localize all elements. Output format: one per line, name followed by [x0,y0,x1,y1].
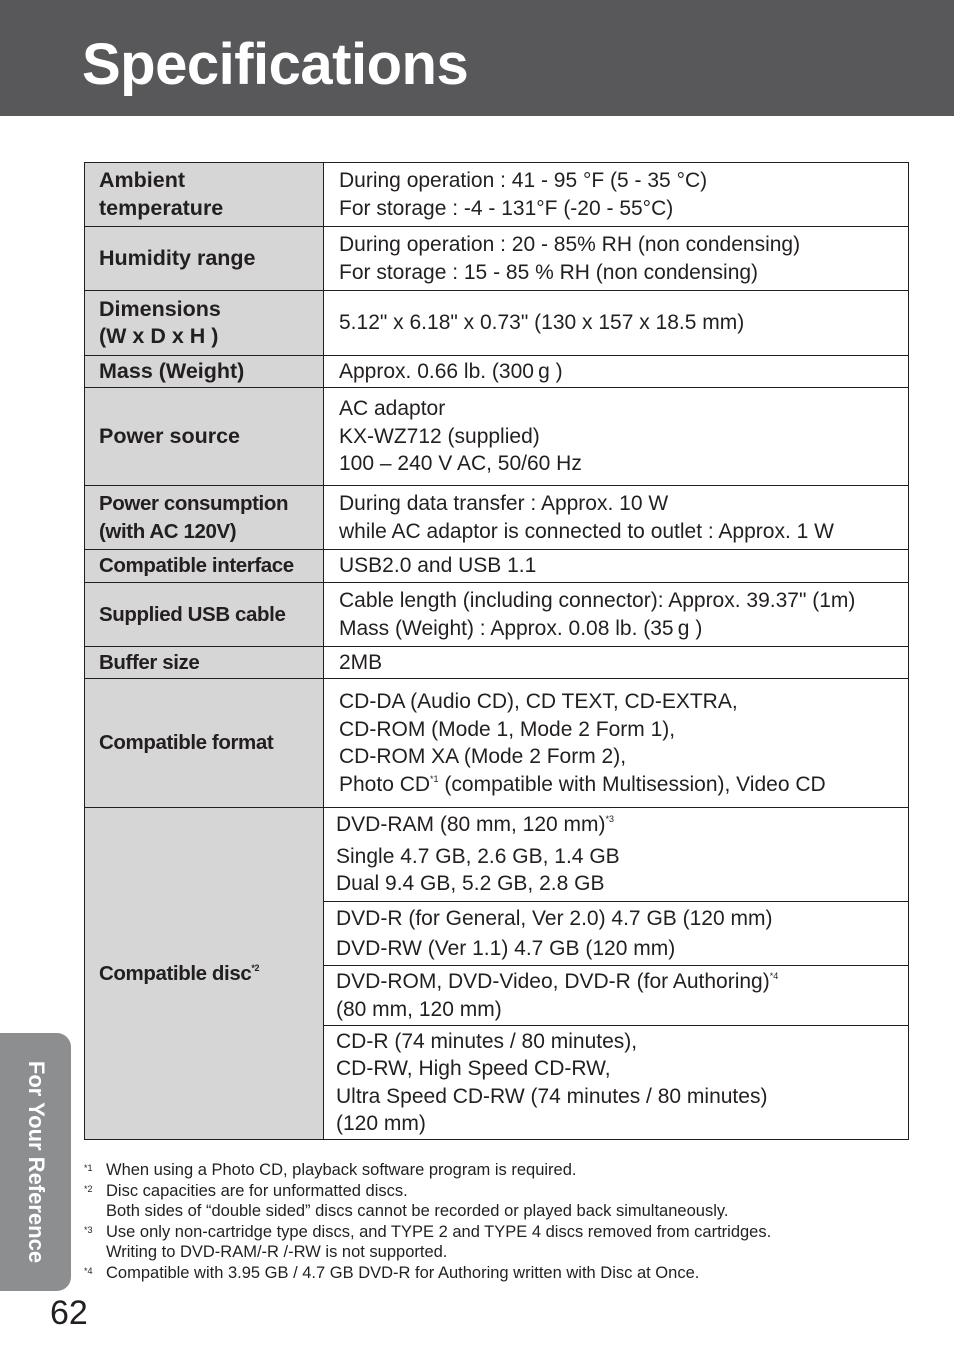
table-row [85,486,909,550]
row-label-power-consumption [85,486,324,550]
specifications-table [84,162,909,1140]
page-number: 62 [50,1294,88,1332]
footnote-line: When using a Photo CD, playback software program is required. [106,1161,577,1179]
value-line: Mass (Weight) : Approx. 0.08 lb. (35 g ) [339,616,703,640]
row-label-ambient-temperature [85,163,324,227]
value-line: Ultra Speed CD-RW (74 minutes / 80 minutes) [336,1084,768,1108]
table-row [85,227,909,291]
footnote [84,1263,914,1284]
footnote [84,1160,914,1181]
value-line: DVD-R (for General, Ver 2.0) 4.7 GB (120 mm) [336,907,773,930]
row-value-cd [324,1026,909,1140]
table-row [85,550,909,583]
label-line: (W x D x H ) [99,324,219,348]
value-line: CD-ROM (Mode 1, Mode 2 Form 1), [339,717,676,741]
header-bar [0,0,954,116]
value-line: CD-ROM XA (Mode 2 Form 2), [339,745,627,768]
row-value-humidity-range [324,227,909,291]
footnotes [84,1160,914,1283]
footnote-line: Both sides of “double sided” discs cannot be recorded or played back simultaneously. [106,1202,729,1220]
table-row [85,583,909,647]
row-value-ambient-temperature [324,163,909,227]
value-line: For storage : -4 - 131°F (-20 - 55°C) [339,196,674,220]
row-value-dvd-ram [324,808,909,902]
row-label-compatible-disc [85,808,324,1140]
table-row [85,679,909,808]
value-line [339,771,908,799]
table-row [85,291,909,356]
footnote-line: Compatible with 3.95 GB / 4.7 GB DVD-R for Authoring written with Disc at Once. [106,1263,700,1282]
value-line: CD-DA (Audio CD), CD TEXT, CD-EXTRA, [339,690,738,713]
footnote-ref-4: *4 [769,971,779,981]
label-line: (with AC 120V) [99,519,237,543]
row-value-power-consumption [324,486,909,550]
footnote-ref-3: *3 [605,814,615,825]
footnote-mark: *1 [84,1163,93,1173]
value-line: Dual 9.4 GB, 5.2 GB, 2.8 GB [336,872,605,896]
footnote-mark: *4 [84,1265,93,1276]
value-line: During data transfer : Approx. 10 W [339,492,669,515]
row-value-compatible-format [324,679,909,808]
value-line: During operation : 41 - 95 °F (5 - 35 °C) [339,169,708,192]
label-line: Ambient [99,168,185,192]
table-row [85,163,909,227]
footnote-line: Use only non-cartridge type discs, and TYPE 2 and TYPE 4 discs removed from cartridges. [106,1222,772,1241]
label-line: Dimensions [99,296,221,321]
label-line: temperature [99,195,224,220]
footnote-ref-1: *1 [430,773,439,784]
page-title: Specifications [82,32,469,97]
photo-cd-text: Photo CD [339,772,431,796]
value-line: Single 4.7 GB, 2.6 GB, 1.4 GB [336,844,620,868]
row-label-power-source: Power source [85,388,324,486]
row-value-mass: Approx. 0.66 lb. (300 g ) [324,356,909,388]
value-line: (120 mm) [336,1112,426,1135]
photo-cd-rest: (compatible with Multisession), Video CD [438,772,826,796]
row-label-compatible-interface: Compatible interface [85,550,324,583]
table-row [85,388,909,486]
row-label-dimensions [85,291,324,356]
section-side-tab-label: For Your Reference [24,1060,49,1264]
footnote [84,1181,914,1222]
row-value-supplied-usb-cable [324,583,909,647]
value-line [336,968,908,996]
row-label-mass: Mass (Weight) [85,356,324,388]
table-row [85,808,909,902]
footnote-mark: *3 [84,1224,93,1235]
row-value-dimensions: 5.12" x 6.18" x 0.73" (130 x 157 x 18.5 mm) [324,291,909,356]
dvd-ram-head: DVD-RAM (80 mm, 120 mm) [336,813,606,837]
footnote-ref-2: *2 [251,962,260,973]
compatible-disc-label: Compatible disc [99,961,252,985]
dvd-rom-head: DVD-ROM, DVD-Video, DVD-R (for Authoring) [336,970,770,993]
row-label-compatible-format: Compatible format [85,679,324,808]
footnote-line: Writing to DVD-RAM/-R /-RW is not supported. [106,1243,448,1261]
row-value-dvd-r [324,902,909,966]
value-line: For storage : 15 - 85 % RH (non condensing) [339,260,759,284]
row-value-dvd-rom [324,966,909,1026]
row-label-humidity-range: Humidity range [85,227,324,291]
row-value-compatible-interface: USB2.0 and USB 1.1 [324,550,909,583]
value-line: CD-RW, High Speed CD-RW, [336,1057,611,1080]
value-line: Cable length (including connector): Approx. 39.37" (1m) [339,589,856,612]
footnote-mark: *2 [84,1183,93,1194]
value-line: KX-WZ712 (supplied) [339,424,540,448]
value-line: while AC adaptor is connected to outlet : Approx. 1 W [339,519,834,543]
footnote [84,1222,914,1263]
row-value-power-source [324,388,909,486]
value-line [336,811,908,839]
value-line: During operation : 20 - 85% RH (non condensing) [339,233,801,256]
table-row [85,356,909,388]
row-value-buffer-size: 2MB [324,647,909,679]
row-label-buffer-size: Buffer size [85,647,324,679]
table-row [85,647,909,679]
value-line: AC adaptor [339,397,446,421]
value-line: (80 mm, 120 mm) [336,997,502,1021]
value-line: DVD-RW (Ver 1.1) 4.7 GB (120 mm) [336,936,676,960]
footnote-line: Disc capacities are for unformatted discs. [106,1181,408,1200]
value-line: 100 – 240 V AC, 50/60 Hz [339,452,582,476]
value-line: CD-R (74 minutes / 80 minutes), [336,1029,638,1053]
label-line: Power consumption [99,492,289,515]
row-label-supplied-usb-cable: Supplied USB cable [85,583,324,647]
